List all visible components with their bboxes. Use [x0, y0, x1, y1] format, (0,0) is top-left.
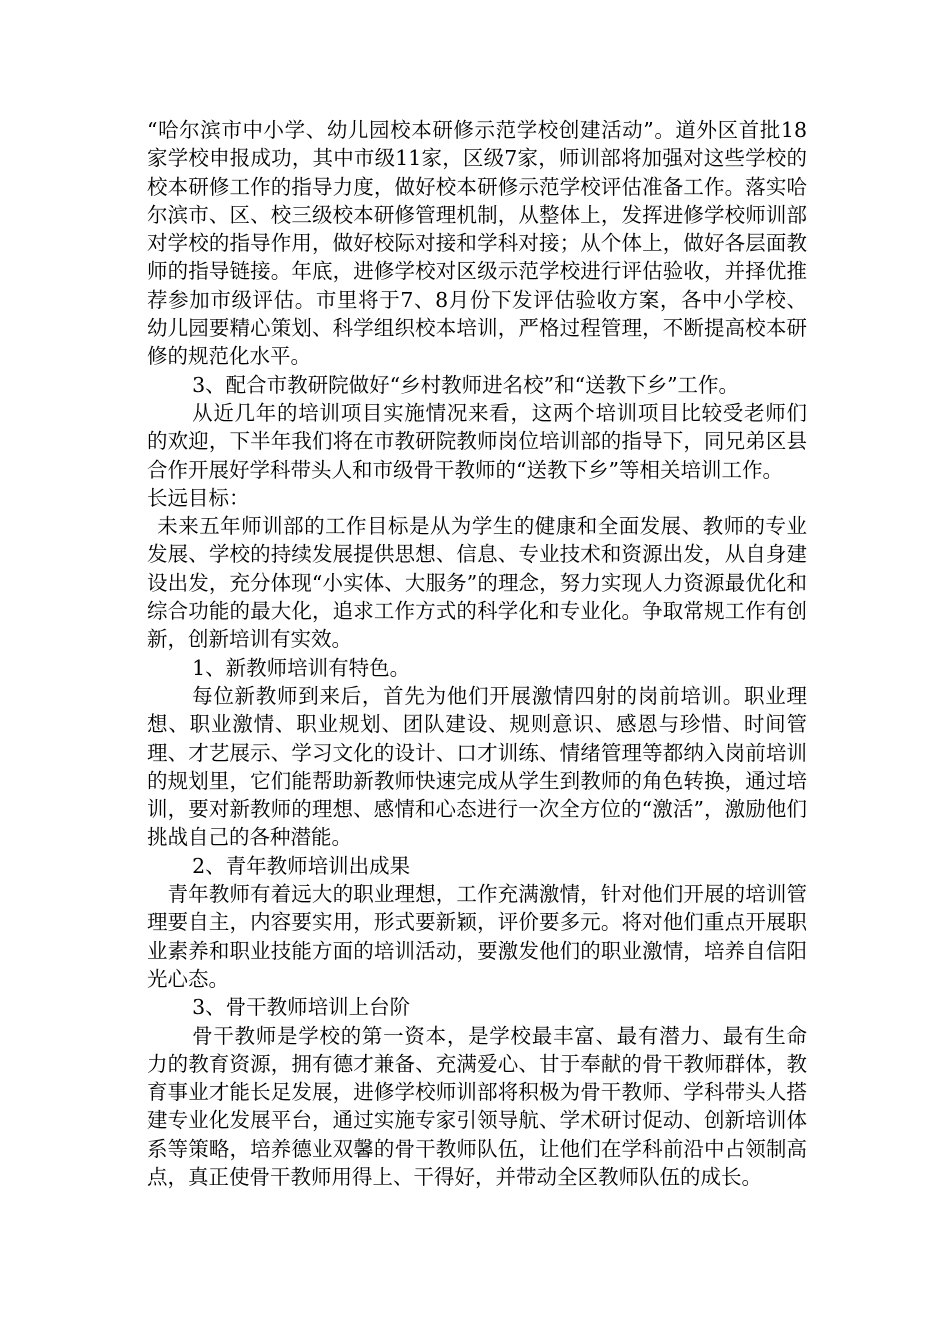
heading-item-3-rural-teachers: 3、配合市教研院做好“乡村教师进名校”和“送教下乡”工作。 — [192, 372, 740, 397]
paragraph-five-year-goals: 未来五年师训部的工作目标是从为学生的健康和全面发展、教师的专业发展、学校的持续发展提供思想、信息、专业技术和资源出发，从自身建设出发，充分体现“小实体、大服务”的理念，努力实现人力资源最优化和综合功能的最大化，追求工作方式的科学化和专业化。争取常规工作有创新，创新培训有实效。 — [147, 514, 807, 652]
paragraph-new-teacher-training: 每位新教师到来后，首先为他们开展激情四射的岗前培训。职业理想、职业激情、职业规划、团队建设、规则意识、感恩与珍惜、时间管理、才艺展示、学习文化的设计、口才训练、情绪管理等都纳入岗前培训的规划里，它们能帮助新教师快速完成从学生到教师的角色转换，通过培训，要对新教师的理想、感情和心态进行一次全方位的“激活”，激励他们挑战自己的各种潜能。 — [147, 683, 807, 850]
document-body — [147, 116, 807, 1191]
heading-young-teacher-training: 2、青年教师培训出成果 — [192, 853, 411, 878]
heading-long-term-goals: 长远目标： — [147, 485, 250, 510]
paragraph-young-teacher-training: 青年教师有着远大的职业理想，工作充满激情，针对他们开展的培训管理要自主，内容要实用，形式要新颖，评价要多元。将对他们重点开展职业素养和职业技能方面的培训活动，要激发他们的职业激情，培养自信阳光心态。 — [147, 882, 807, 991]
paragraph-key-teacher-training: 骨干教师是学校的第一资本，是学校最丰富、最有潜力、最有生命力的教育资源，拥有德才兼备、充满爱心、甘于奉献的骨干教师群体，教育事业才能长足发展，进修学校师训部将积极为骨干教师、学科带头人搭建专业化发展平台，通过实施专家引领导航、学术研讨促动、创新培训体系等策略，培养德业双馨的骨干教师队伍，让他们在学科前沿中占领制高点，真正使骨干教师用得上、干得好，并带动全区教师队伍的成长。 — [147, 1023, 807, 1189]
paragraph-demonstration-schools: “哈尔滨市中小学、幼儿园校本研修示范学校创建活动”。道外区首批18家学校申报成功，其中市级11家，区级7家，师训部将加强对这些学校的校本研修工作的指导力度，做好校本研修示范学校评估准备工作。落实哈尔滨市、区、校三级校本研修管理机制，从整体上，发挥进修学校师训部对学校的指导作用，做好校际对接和学科对接；从个体上，做好各层面教师的指导链接。年底，进修学校对区级示范学校进行评估验收，并择优推荐参加市级评估。市里将于7、8月份下发评估验收方案，各中小学校、幼儿园要精心策划、科学组织校本培训，严格过程管理，不断提高校本研修的规范化水平。 — [147, 118, 807, 369]
paragraph-training-projects: 从近几年的培训项目实施情况来看，这两个培训项目比较受老师们的欢迎，下半年我们将在市教研院教师岗位培训部的指导下，同兄弟区县合作开展好学科带头人和市级骨干教师的“送教下乡”等相关培训工作。 — [147, 400, 807, 482]
heading-key-teacher-training: 3、骨干教师培训上台阶 — [192, 995, 411, 1020]
heading-new-teacher-training: 1、新教师培训有特色。 — [192, 655, 411, 680]
